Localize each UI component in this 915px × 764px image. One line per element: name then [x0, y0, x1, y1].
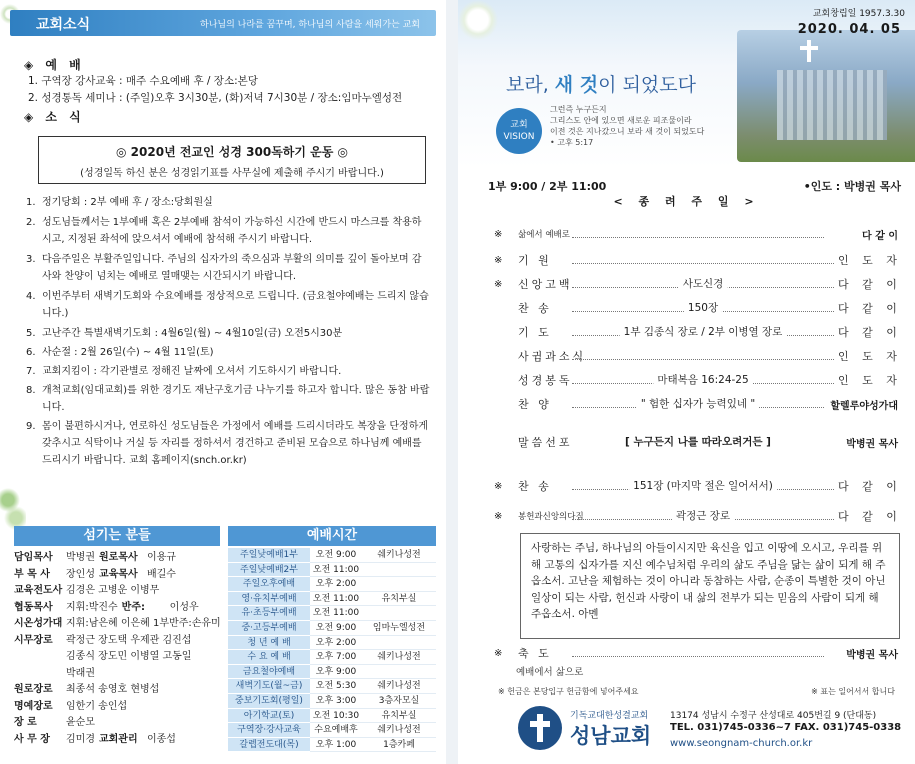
vision-verse: 그런즉 누구든지 그리스도 안에 있으면 새로운 피조물이라 이전 것은 지나갔으니 보라 새 것이 되었도다 • 고후 5:17 [550, 105, 705, 147]
order-item: 말씀선포 [518, 436, 573, 449]
staff-row [14, 730, 222, 747]
news-item: 3. 다음주일은 부활주일입니다. 주님의 십자가의 죽으심과 부활의 의미를 깊이 돌아보며 감사와 찬양이 넘치는 예배로 열매맺는 시간되시기 바랍니다. [26, 254, 422, 282]
worship-time-row [228, 679, 436, 694]
edu-line-2: 2. 성경통독 세미나 : (주일)오후 3시30분, (화)저녁 7시30분 / 장소:임마누엘성전 [28, 92, 403, 104]
news-item: 5. 고난주간 특별새벽기도회 : 4월6일(월) ~ 4월10일(금) 오전5시30분 [26, 328, 343, 339]
church-website[interactable]: www.seongnam-church.or.kr [670, 738, 813, 749]
worship-place: 쉐키나성전 [362, 650, 436, 665]
order-item: 찬 송 [518, 302, 552, 315]
order-item: 기 원 [518, 254, 552, 267]
staff-row [14, 697, 222, 714]
service-name: < 종 려 주 일 > [613, 195, 760, 208]
denomination: 기독교대한성결교회 [570, 711, 649, 721]
news-item: 8. 개척교회(임대교회)를 위한 경기도 재난구호기금 나누기를 하고자 합니다. 많은 동참 바랍니다. [26, 385, 430, 413]
worship-place [362, 563, 436, 578]
staff-names: 배길수 [146, 568, 176, 580]
worship-place: 임마누엘성전 [362, 621, 436, 636]
worship-time-row [228, 577, 436, 592]
staff-names: 지휘:박진수 [66, 601, 118, 613]
worship-name: 새벽기도(월~금) [228, 679, 310, 694]
staff-names: 김미경 [66, 733, 95, 745]
worship-time: 오전 9:00 [310, 548, 362, 563]
news-heading: ◈ 소 식 [24, 110, 85, 124]
worship-name: 중보기도회(평일) [228, 694, 310, 709]
news-item: 9. 몸이 불편하시거나, 연로하신 성도님들은 가정에서 예배를 드리시더라도 복장을 단정하게 갖추시고 식탁이나 거실 등 자리를 정하셔서 경건하고 준비된 모습으로 하나님께 예배를 드리시기 바랍니다. 교회 홈페이지(snch.or.kr) [26, 421, 429, 466]
edu-line-1: 1. 구역장 강사교육 : 매주 수요예배 후 / 장소:본당 [28, 75, 258, 87]
order-item: 사귐과소식 [518, 350, 587, 363]
staff-row [14, 581, 222, 598]
order-responsible: 다 같 이 [838, 302, 902, 315]
staff-list [14, 548, 222, 746]
staff-role: 반주: [121, 601, 145, 613]
staff-row [14, 565, 222, 582]
staff-role: 협동목사 [14, 601, 53, 613]
page-fold [446, 0, 458, 764]
staff-title: 섬기는 분들 [14, 526, 220, 546]
staff-role: 교육전도사 [14, 585, 63, 596]
worship-time: 오전 11:00 [310, 563, 362, 578]
order-row [494, 252, 902, 268]
worship-place: 쉐키나성전 [362, 548, 436, 563]
order-item: 성경봉독 [518, 374, 573, 387]
worship-name: 유·초등부예배 [228, 606, 310, 621]
staff-names: 임한기 송인섭 [66, 700, 128, 712]
church-logo-icon [518, 706, 562, 750]
after-benediction: 예배에서 삶으로 [516, 667, 584, 678]
worship-place: 쉐키나성전 [362, 679, 436, 694]
worship-order-page [458, 0, 915, 764]
news-header [10, 10, 436, 36]
staff-role: 원로장로 [14, 684, 53, 695]
campaign-subtitle: (성경일독 하신 분은 성경읽기표를 사무실에 제출해 주시기 바랍니다.) [80, 168, 384, 179]
staff-row [14, 647, 222, 664]
order-row [494, 276, 902, 292]
worship-name: 금요철야예배 [228, 665, 310, 680]
staff-role: 사 무 장 [14, 733, 50, 745]
church-name: 성남교회 [570, 724, 652, 748]
worship-time: 오전 9:00 [310, 621, 362, 636]
order-responsible: 박병권 목사 [846, 438, 898, 450]
church-building-image [737, 30, 915, 162]
order-responsible: 다 같 이 [838, 278, 902, 291]
worship-time-row [228, 548, 436, 563]
staff-role: 시무장로 [14, 634, 53, 646]
staff-names: 지휘:남은혜 이은혜 1부반주:손유미 [66, 618, 221, 629]
order-responsible: 다 같 이 [838, 510, 902, 523]
order-detail: 곽정근 장로 [672, 508, 734, 523]
worship-time: 오후 2:00 [310, 636, 362, 651]
order-detail: 151장 (마지막 절은 일어서서) [629, 478, 777, 493]
founding-date: 교회창립일 1957.3.30 [812, 9, 905, 19]
order-item: 봉헌과신앙의다짐 [518, 512, 584, 522]
worship-name: 주일오후예배 [228, 577, 310, 592]
worship-name: 갈렙전도대(목) [228, 738, 310, 753]
campaign-box [38, 136, 426, 184]
worship-place: 유치부실 [362, 709, 436, 724]
order-item: 기 도 [518, 326, 552, 339]
leaf-decoration-icon [0, 470, 26, 530]
order-item: 찬 양 [518, 398, 552, 411]
church-phone: TEL. 031)745-0336~7 FAX. 031)745-0338 [670, 722, 902, 733]
worship-name: 청 년 예 배 [228, 636, 310, 651]
worship-place: 쉐키나성전 [362, 723, 436, 738]
staff-row [14, 680, 222, 697]
worship-time: 오후 1:00 [310, 738, 362, 753]
order-responsible: 인 도 자 [838, 254, 902, 267]
order-row [498, 348, 902, 364]
staff-row [14, 548, 222, 565]
worship-name: 구역장·강사교육 [228, 723, 310, 738]
order-detail: [ 누구든지 나를 따라오려거든 ] [621, 434, 775, 449]
church-motto: 보라, 새 것이 되었도다 [506, 74, 696, 96]
staff-names: 이성우 [169, 601, 199, 613]
worship-time: 오후 9:00 [310, 665, 362, 680]
order-detail: " 험한 십자가 능력있네 " [637, 396, 759, 411]
order-responsible: 인 도 자 [838, 374, 902, 387]
order-row [498, 396, 898, 412]
stand-mark: ※ [494, 647, 503, 659]
order-row [498, 434, 898, 450]
staff-role: 원로목사 [98, 552, 138, 563]
order-row [494, 226, 898, 242]
staff-row [14, 614, 222, 631]
worship-time-row [228, 694, 436, 709]
vision-badge: 교회 VISION [496, 108, 542, 154]
worship-name: 수 요 예 배 [228, 650, 310, 665]
standing-note: ※ 표는 일어서서 합니다 [811, 687, 895, 696]
order-row [498, 324, 902, 340]
staff-names: 윤순모 [66, 717, 95, 728]
lily-decoration-icon [458, 0, 498, 60]
worship-time: 오후 2:00 [310, 577, 362, 592]
staff-row [14, 713, 222, 730]
worship-name: 주일낮예배2부 [228, 563, 310, 578]
order-responsible: 다 같 이 [838, 326, 902, 339]
staff-names: 박병권 [66, 552, 95, 563]
staff-role: 교육목사 [98, 568, 138, 580]
news-item: 7. 교회지킴이 : 각기관별로 정해진 날짜에 오셔서 기도하시기 바랍니다. [26, 366, 342, 377]
staff-names: 박래권 [66, 667, 95, 679]
church-address: 13174 성남시 수정구 산성대로 405번길 9 (단대동) [670, 711, 877, 721]
stand-mark: ※ [494, 480, 503, 492]
staff-role: 명예장로 [14, 700, 53, 712]
worship-time-row [228, 665, 436, 680]
order-row [494, 508, 902, 524]
worship-time: 오전 10:30 [310, 709, 362, 724]
worship-time-row [228, 738, 436, 753]
staff-names: 이종섭 [146, 733, 176, 745]
staff-role: 부 목 사 [14, 568, 50, 580]
worship-heading: ◈ 예 배 [24, 58, 85, 72]
staff-names: 장인성 [66, 568, 95, 580]
order-item: 신앙고백 [518, 278, 573, 291]
worship-name: 아기학교(토) [228, 709, 310, 724]
news-subtitle: 하나님의 나라를 꿈꾸며, 하나님의 사람을 세워가는 교회 [200, 20, 420, 30]
staff-names: 김경은 고병운 이병무 [66, 585, 160, 596]
order-row [498, 372, 902, 388]
stand-mark: ※ [494, 228, 503, 240]
order-item: 삶에서 예배로 [518, 230, 570, 240]
worship-times-title: 예배시간 [228, 526, 436, 546]
news-title: 교회소식 [36, 17, 91, 33]
worship-time: 오전 11:00 [310, 606, 362, 621]
staff-role: 교회관리 [98, 733, 138, 745]
worship-place [362, 636, 436, 651]
worship-place [362, 606, 436, 621]
staff-names: 김종식 장도민 이병열 고동일 [66, 651, 192, 662]
worship-place: 유치부실 [362, 592, 436, 607]
worship-place [362, 665, 436, 680]
order-responsible: 박병권 목사 [846, 649, 898, 661]
order-responsible: 다 같 이 [862, 230, 898, 242]
worship-place [362, 577, 436, 592]
worship-place: 3층자모실 [362, 694, 436, 709]
worship-time: 오전 5:30 [310, 679, 362, 694]
order-row [498, 300, 902, 316]
staff-row [14, 598, 222, 615]
service-leader: •인도 : 박병권 목사 [803, 180, 901, 193]
worship-time-row [228, 592, 436, 607]
order-row [494, 645, 898, 661]
order-detail: 마태복음 16:24-25 [653, 372, 752, 387]
service-time: 1부 9:00 / 2부 11:00 [488, 180, 607, 193]
church-footer [518, 706, 908, 760]
worship-time-row [228, 636, 436, 651]
order-responsible: 다 같 이 [838, 480, 902, 493]
worship-times-table [228, 548, 436, 752]
worship-time: 수요예배후 [310, 723, 362, 738]
stand-mark: ※ [494, 510, 503, 522]
bulletin-date: 2020. 04. 05 [797, 22, 901, 37]
staff-names: 최종석 송영호 현병섭 [66, 684, 160, 695]
order-detail: 1부 김종식 장로 / 2부 이병열 장로 [620, 324, 787, 339]
staff-names: 이용규 [146, 552, 176, 563]
worship-time: 오후 7:00 [310, 650, 362, 665]
staff-role: 장 로 [14, 717, 37, 728]
stand-mark: ※ [494, 254, 503, 266]
stand-mark: ※ [494, 278, 503, 290]
worship-name: 주일낮예배1부 [228, 548, 310, 563]
worship-time-row [228, 606, 436, 621]
news-item: 4. 이번주부터 새벽기도회와 수요예배를 정상적으로 드립니다. (금요철야예배는 드리지 않습니다.) [26, 291, 429, 319]
staff-role: 시온성가대 [14, 618, 63, 629]
church-news-page [0, 0, 446, 764]
worship-time-row [228, 563, 436, 578]
news-item: 2. 성도님들께서는 1부예배 혹은 2부예배 참석이 가능하신 시간에 반드시 마스크를 착용하시고, 지정된 좌석에 앉으셔서 예배에 참석해 주시기 바랍니다. [26, 217, 422, 245]
news-item: 1. 정기당회 : 2부 예배 후 / 장소:당회원실 [26, 197, 213, 208]
order-responsible: 인 도 자 [838, 350, 902, 363]
campaign-title: ◎ 2020년 전교인 성경 300독하기 운동 ◎ [116, 145, 348, 159]
worship-time-row [228, 709, 436, 724]
worship-place: 1층카페 [362, 738, 436, 753]
worship-name: 중·고등부예배 [228, 621, 310, 636]
worship-time-row [228, 621, 436, 636]
order-row [494, 478, 902, 494]
order-detail: 사도신경 [679, 276, 728, 291]
staff-role: 담임목사 [14, 552, 53, 563]
order-item: 찬 송 [518, 480, 552, 493]
staff-row [14, 631, 222, 648]
worship-time-row [228, 650, 436, 665]
order-responsible: 할렐루야성가대 [830, 400, 898, 412]
order-item: 축 도 [518, 647, 552, 660]
news-item: 6. 사순절 : 2월 26일(수) ~ 4월 11일(토) [26, 347, 214, 358]
worship-name: 영·유치부예배 [228, 592, 310, 607]
prayer-box: 사랑하는 주님, 하나님의 아들이시지만 육신을 입고 이땅에 오시고, 우리를 위해 고통의 십자가를 지신 예수님처럼 우리의 삶도 주님을 닮는 삶이 되게 해 주옵소서. 고난을 체험하는 것이 아니라 동참하는 사람, 순종이 특별한 것이 아닌 일상이 되는 사람, 헌신과 사랑이 내 삶의 전부가 되는 믿음의 사람이 되게 해 주옵소서. 아멘 [520, 533, 900, 639]
offering-note: ※ 헌금은 본당입구 헌금함에 넣어주세요 [498, 687, 639, 696]
staff-row [14, 664, 222, 681]
worship-time-row [228, 723, 436, 738]
worship-time: 오후 3:00 [310, 694, 362, 709]
staff-names: 곽정근 장도택 우제관 김진섭 [66, 634, 192, 646]
order-detail: 150장 [684, 300, 722, 315]
worship-time: 오전 11:00 [310, 592, 362, 607]
